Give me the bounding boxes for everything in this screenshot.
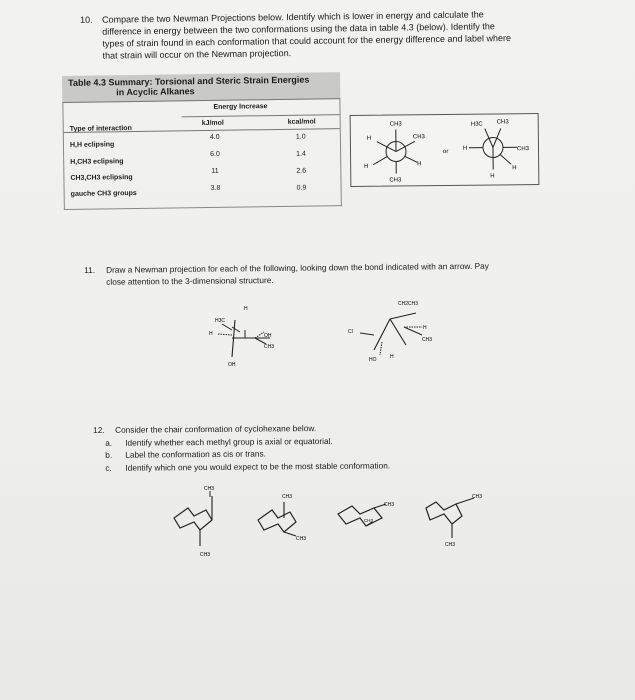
chair-conformation-2 (258, 494, 306, 542)
table-title-line1: Table 4.3 Summary: Torsional and Steric Strain Energies (68, 74, 310, 88)
newman-label: H (366, 135, 372, 142)
sub-question-text: Identify which one you would expect to be the most stable conformation. (125, 459, 391, 473)
table-cell-kj: 6.0 (210, 150, 220, 158)
ch3-label: CH3 (282, 494, 293, 500)
chair-conformation-4 (426, 494, 482, 548)
table-cell-kcal: 1.0 (295, 133, 306, 141)
table-cell-type: CH3,CH3 eclipsing (70, 174, 133, 182)
newman-label: H (512, 165, 517, 172)
atom-label: H (390, 354, 394, 360)
energy-increase-header: Energy Increase (213, 103, 268, 111)
newman-label: H (417, 161, 422, 168)
question-11 (84, 259, 584, 288)
newman-label: H3C (470, 121, 483, 128)
question-text-line: difference in energy between the two conformations using the data in table 4.3 (below). Identify the (102, 21, 495, 37)
table-cell-kcal: 2.6 (296, 167, 307, 175)
newman-label: CH3 (516, 146, 530, 153)
ch3-label: CH3 (445, 542, 456, 548)
newman-projection-left (364, 121, 426, 184)
question-number: 10. (80, 14, 93, 25)
sub-question-text: Identify whether each methyl group is axial or equatorial. (125, 435, 333, 448)
molecule-1-figure (200, 300, 290, 375)
atom-label: HO (369, 357, 377, 363)
energy-table (62, 72, 342, 210)
newman-label: CH3 (496, 119, 509, 126)
atom-label: OH (264, 333, 272, 339)
table-cell-kcal: 1.4 (296, 150, 306, 158)
table-cell-kj: 11 (211, 167, 219, 175)
table-cell-type: H,H eclipsing (69, 141, 115, 149)
ch3-label: CH3 (364, 518, 374, 523)
table-cell-kj: 4.0 (209, 133, 220, 141)
sub-question (93, 458, 523, 474)
ch3-label: CH3 (296, 536, 307, 542)
ch3-label: CH3 (200, 552, 211, 558)
newman-label: H (462, 145, 468, 152)
question-12 (93, 420, 523, 474)
atom-label: CH3 (264, 344, 275, 350)
question-number: 11. (84, 264, 96, 275)
table-cell-type: gauche CH3 groups (70, 189, 137, 198)
sub-question-text: Label the conformation as cis or trans. (125, 448, 266, 460)
newman-label: H (490, 173, 495, 180)
or-label: or (442, 148, 449, 156)
atom-label: H (244, 306, 248, 312)
atom-label: Cl (348, 329, 353, 335)
table-title-line2: in Acyclic Alkanes (116, 86, 195, 98)
question-text-line: Consider the chair conformation of cyclohexane below. (115, 423, 317, 435)
question-text-line: Compare the two Newman Projections below. Identify which is lower in energy and calculate the (102, 9, 484, 25)
ch3-label: CH3 (384, 502, 395, 508)
atom-label: H (209, 331, 213, 337)
column-header-kj: kJ/mol (201, 119, 224, 128)
molecule-2-figure (338, 295, 448, 370)
newman-projection-right (463, 119, 530, 180)
newman-label: CH3 (389, 177, 402, 184)
table-cell-type: H,CH3 eclipsing (70, 158, 124, 166)
newman-projections-box (350, 113, 540, 187)
atom-label: OH (228, 362, 236, 368)
table-title (68, 75, 310, 98)
sub-question-letter: b. (105, 449, 113, 460)
table-cell-kj: 3.8 (210, 184, 221, 192)
table-cell-kcal: 0.9 (296, 184, 307, 192)
newman-label: CH3 (412, 134, 425, 141)
question-text-line: that strain will occur on the Newman projection. (102, 48, 292, 61)
atom-label: H (423, 325, 427, 331)
chair-conformation-3 (338, 502, 394, 526)
question-text-line: close attention to the 3-dimensional structure. (106, 275, 274, 287)
question-10 (80, 7, 561, 62)
table-body (62, 98, 341, 210)
atom-label: CH2CH3 (398, 301, 419, 307)
chair-conformations-figure (160, 480, 500, 570)
table-rule (182, 114, 340, 117)
column-header-kcal: kcal/mol (287, 118, 316, 126)
ch3-label: CH3 (204, 486, 215, 492)
newman-label: CH3 (389, 121, 402, 128)
newman-projections-figure (351, 114, 539, 186)
sub-question-letter: a. (105, 437, 113, 448)
sub-question-letter: c. (105, 462, 112, 473)
question-text-line: types of strain found in each conformation that could account for the energy difference and label where (102, 32, 512, 49)
question-text-line: Draw a Newman projection for each of the following, looking down the bond indicated with an arrow. Pay (106, 260, 489, 275)
atom-label: CH3 (422, 337, 433, 343)
chair-conformation-1 (174, 486, 214, 558)
atom-label: H3C (215, 318, 226, 324)
question-number: 12. (93, 424, 105, 435)
ch3-label: CH3 (472, 494, 483, 500)
column-header-type: Type of interaction (69, 125, 132, 133)
newman-label: H (364, 163, 369, 170)
